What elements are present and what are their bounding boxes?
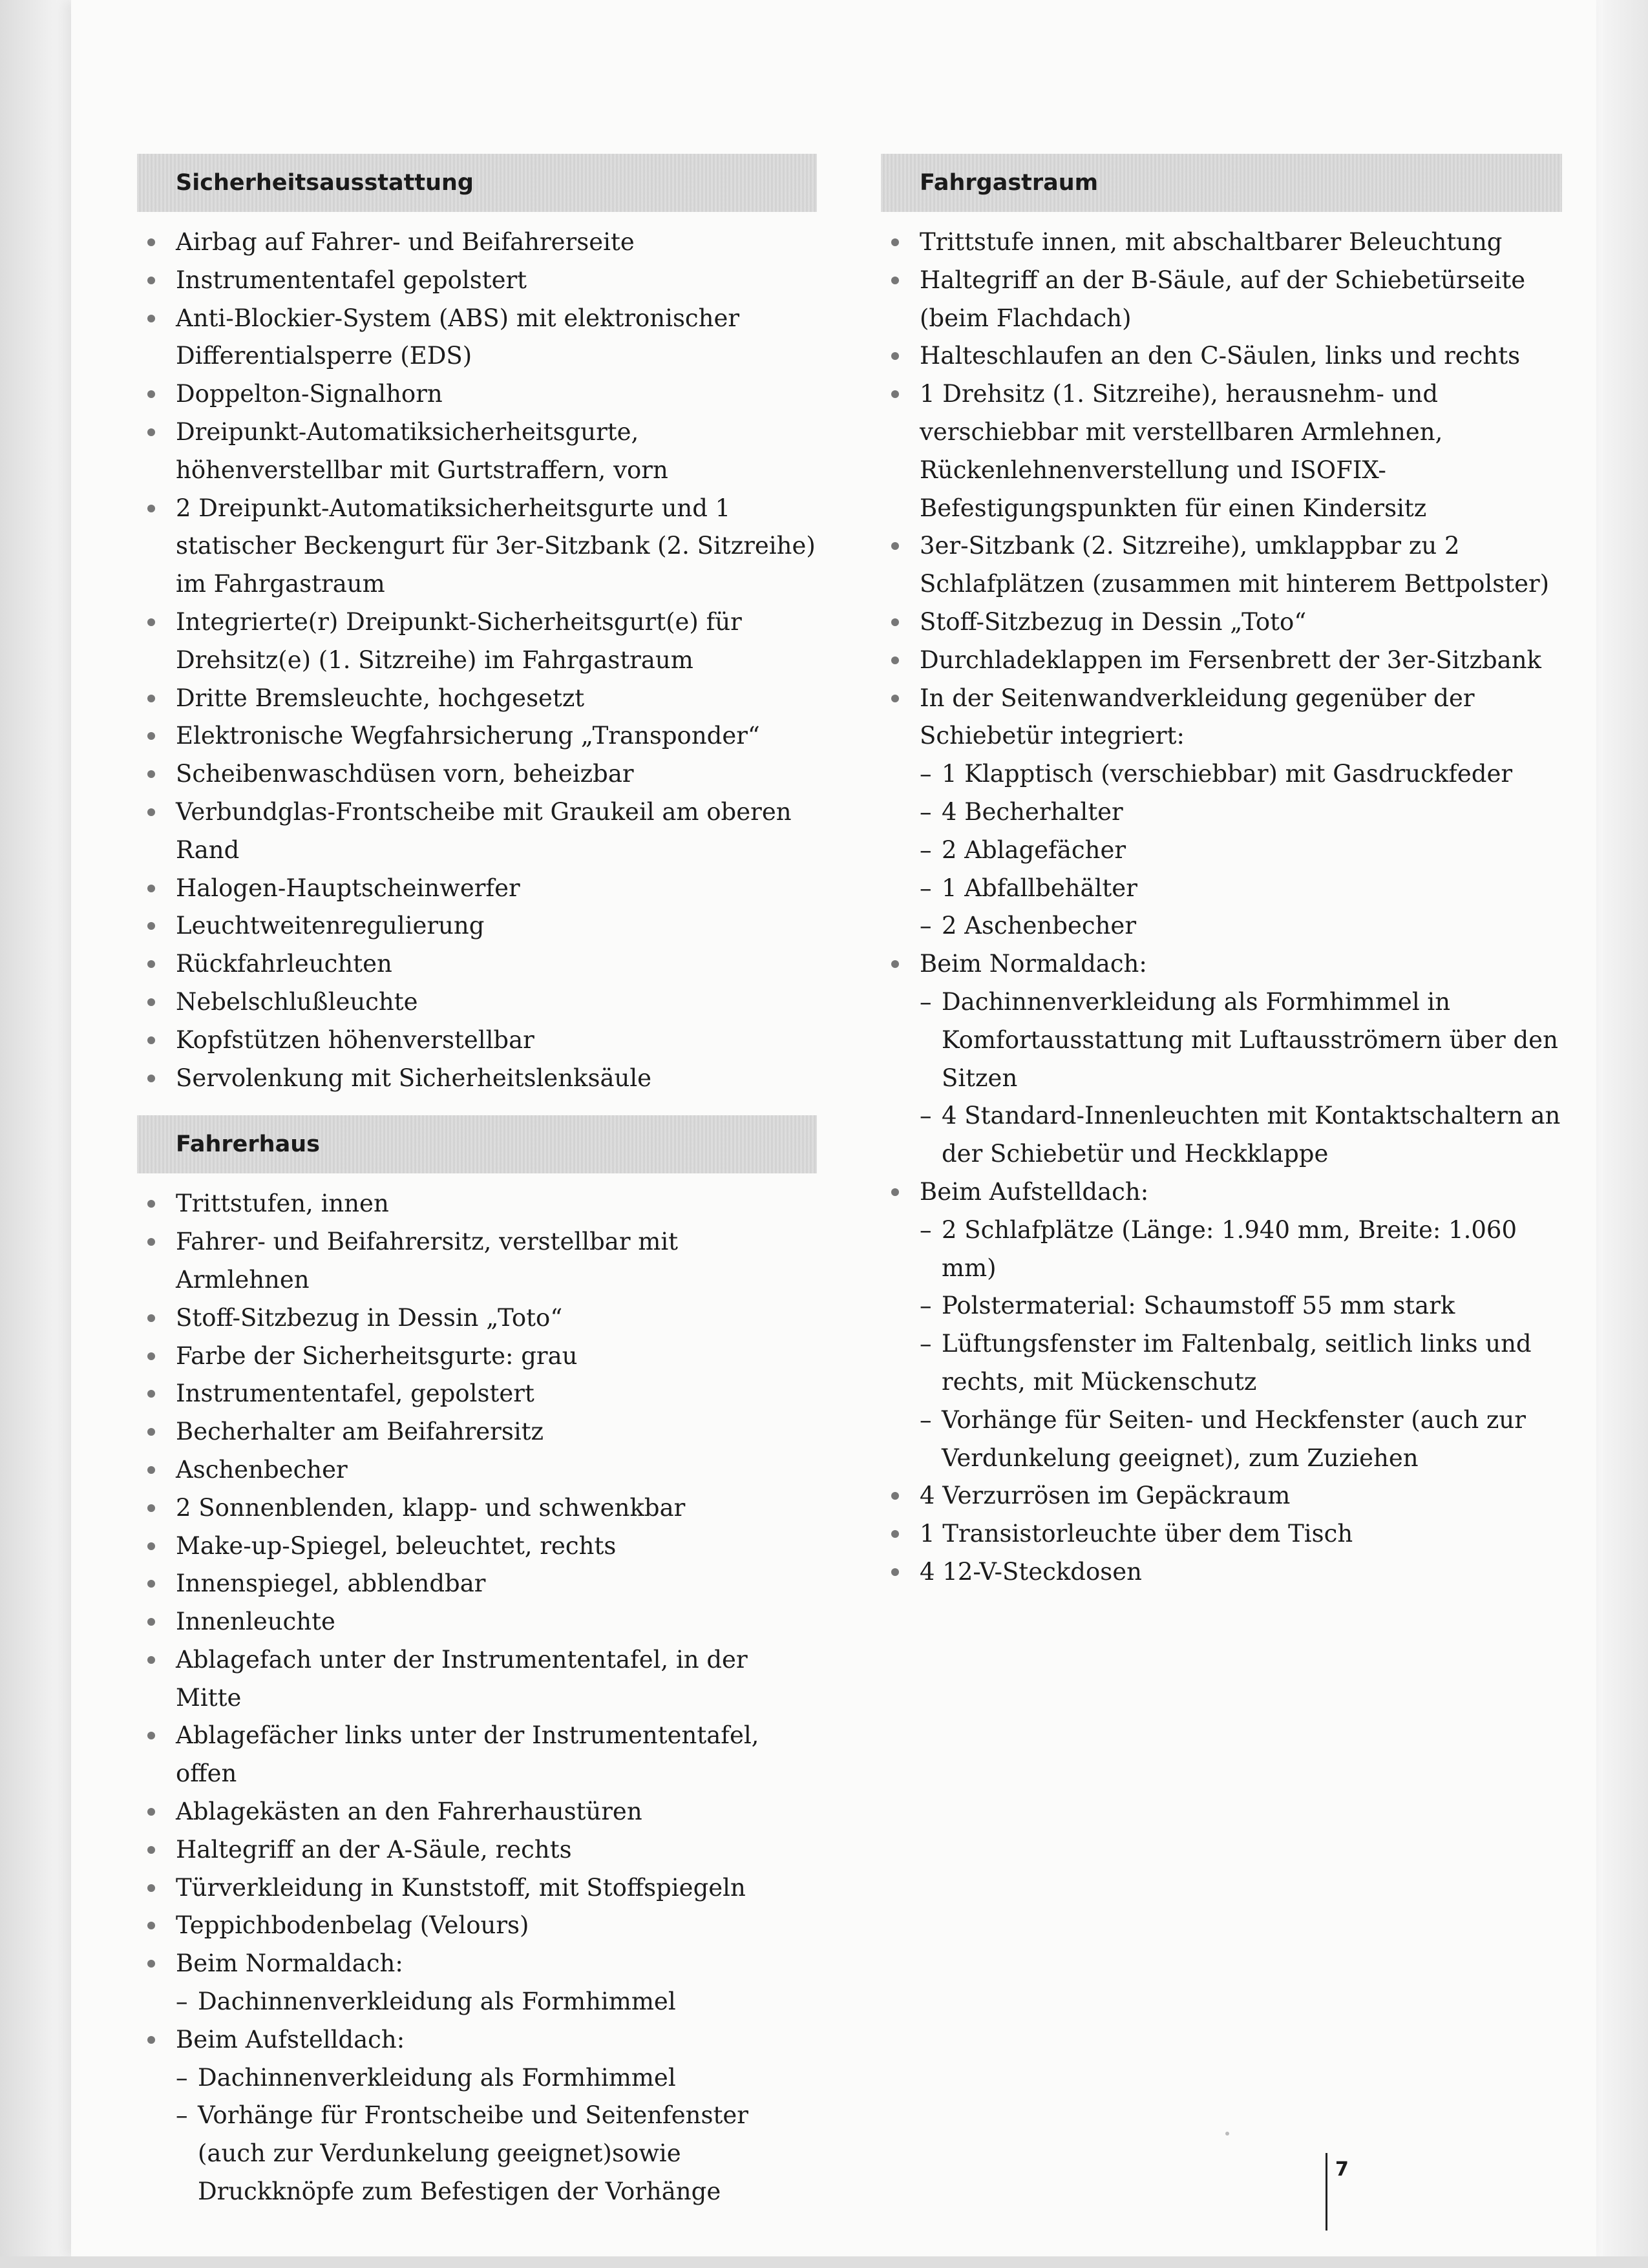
list-item-text: Trittstufe innen, mit abschaltbarer Beleuchtung [920,228,1503,256]
sub-list-item-text: 4 Standard-Innenleuchten mit Kontaktschaltern an der Schiebetür und Heckklappe [942,1102,1561,1168]
binding-shadow [0,0,71,2268]
list-item [137,1223,817,1299]
list-item [137,1185,817,1223]
list-item [881,1173,1562,1477]
list-item [137,1641,817,1717]
bullet-icon [147,1656,155,1664]
bullet-icon [891,1188,899,1196]
sub-list-item-text: 1 Abfallbehälter [942,874,1137,902]
list-item [881,604,1562,642]
list-item-text: Ablagekästen an den Fahrerhaustüren [176,1798,642,1826]
list-item [137,300,817,376]
bullet-icon [891,695,899,702]
sub-list [920,755,1562,945]
bullet-icon [147,1428,155,1436]
bullet-icon [147,732,155,740]
dash-icon: – [920,760,932,788]
sub-list-item-text: Dachinnenverkleidung als Formhimmel [198,1988,676,2016]
list-item-text: Haltegriff an der A-Säule, rechts [176,1835,572,1864]
list-item [881,1515,1562,1553]
bullet-icon [147,1960,155,1968]
dash-icon: – [920,1102,932,1130]
list-item [137,870,817,908]
sub-list-item-text: 1 Klapptisch (verschiebbar) mit Gasdruckfeder [942,760,1513,788]
list-item [137,1717,817,1793]
bullet-icon [147,505,155,512]
dash-icon: – [176,2063,188,2092]
list-item [137,1603,817,1641]
list-item-text: Ablagefächer links unter der Instrumententafel, offen [176,1721,759,1788]
sub-list-item-text: Dachinnenverkleidung als Formhimmel in Komfortausstattung mit Luftausströmern über den Sitzen [942,987,1558,1092]
bullet-icon [147,238,155,246]
sub-list-item-text: Vorhänge für Seiten- und Heckfenster (auch zur Verdunkelung geeignet), zum Zuziehen [942,1405,1526,1472]
list-item-text: Fahrer- und Beifahrersitz, verstellbar mit Armlehnen [176,1228,679,1294]
bullet-icon [147,1846,155,1854]
list-item-text: Teppichbodenbelag (Velours) [176,1911,529,1940]
list-item [137,1869,817,1907]
paper-speck [1225,2132,1229,2136]
bullet-icon [147,1504,155,1512]
list-item-text: Dreipunkt-Automatiksicherheitsgurte, höhenverstellbar mit Gurtstraffern, vorn [176,417,668,484]
list-item [137,680,817,718]
list-item-text: Halteschlaufen an den C-Säulen, links und rechts [920,342,1521,370]
sub-list-item-text: Lüftungsfenster im Faltenbalg, seitlich links und rechts, mit Mückenschutz [942,1330,1532,1396]
list-item-text: Beim Aufstelldach: [176,2025,405,2053]
list-item-text: Scheibenwaschdüsen vorn, beheizbar [176,760,634,788]
list-item-text: Beim Aufstelldach: [920,1177,1149,1206]
bullet-icon [147,1200,155,1208]
list-item [137,262,817,300]
bullet-icon [147,1352,155,1360]
list-item [137,2021,817,2211]
sub-list [176,1983,817,2021]
list-item [137,793,817,870]
dash-icon: – [920,1330,932,1358]
list-item-text: Stoff-Sitzbezug in Dessin „Toto“ [176,1303,563,1332]
dash-icon: – [176,1988,188,2016]
list-item-text: 4 Verzurrösen im Gepäckraum [920,1482,1291,1510]
sub-list-item-text: 2 Schlafplätze (Länge: 1.940 mm, Breite: 1.060 mm) [942,1215,1517,1282]
list-item-text: 1 Drehsitz (1. Sitzreihe), herausnehm- und verschiebbar mit verstellbaren Armlehnen, Rückenlehnenverstellung und ISOFIX-Befestigungspunkten für einen Kindersitz [920,380,1443,522]
page-edge [1603,0,1648,2268]
list-item [881,224,1562,262]
bullet-icon [147,960,155,968]
bullet-icon [147,2036,155,2044]
sub-list-item [920,1097,1562,1173]
bullet-icon [147,998,155,1006]
list-item [137,1489,817,1528]
list-item-text: 2 Dreipunkt-Automatiksicherheitsgurte und 1 statischer Beckengurt für 3er-Sitzbank (2. Sitzreihe) im Fahrgastraum [176,494,816,598]
list-item [881,337,1562,375]
list-item-text: Haltegriff an der B-Säule, auf der Schiebetürseite (beim Flachdach) [920,266,1526,332]
bullet-icon [147,922,155,930]
sub-list-item [920,832,1562,870]
list-item [137,1945,817,2021]
list-item [881,1553,1562,1591]
list-item-text: Elektronische Wegfahrsicherung „Transponder“ [176,722,760,750]
page-number: 7 [1335,2158,1349,2181]
list-item [137,1022,817,1060]
sub-list-item-text: 2 Ablagefächer [942,835,1126,864]
list-item-text: Farbe der Sicherheitsgurte: grau [176,1341,578,1370]
bullet-icon [147,885,155,892]
bullet-icon [147,1732,155,1739]
page-number-rule [1326,2153,1327,2231]
sub-list-item-text: Polstermaterial: Schaumstoff 55 mm stark [942,1292,1455,1320]
list-item-text: 4 12-V-Steckdosen [920,1557,1142,1586]
page-bottom-edge [0,2256,1648,2268]
list-item-text: Integrierte(r) Dreipunkt-Sicherheitsgurt(e) für Drehsitz(e) (1. Sitzreihe) im Fahrgastraum [176,607,742,674]
list-item [881,680,1562,946]
dash-icon: – [920,797,932,826]
list-item-text: Instrumententafel gepolstert [176,266,527,294]
dash-icon: – [920,1405,932,1434]
sub-list-item [920,793,1562,832]
sub-list-item-text: 2 Aschenbecher [942,912,1137,940]
bullet-icon [147,1542,155,1550]
list-item-text: Airbag auf Fahrer- und Beifahrerseite [176,228,635,256]
list-item [137,983,817,1022]
sub-list-item [920,907,1562,945]
list-item-text: Instrumententafel, gepolstert [176,1380,534,1408]
section-header-sicherheitsausstattung: Sicherheitsausstattung [137,154,817,212]
list-item [137,717,817,755]
list-item-text: Innenleuchte [176,1608,335,1636]
sub-list-item [920,870,1562,908]
section-header-fahrgastraum: Fahrgastraum [881,154,1562,212]
list-item-text: Anti-Blockier-System (ABS) mit elektronischer Differentialsperre (EDS) [176,304,740,370]
left-column [137,154,817,2211]
sub-list-item [920,1212,1562,1288]
list-item [881,1477,1562,1515]
section-header-fahrerhaus: Fahrerhaus [137,1115,817,1173]
list-item-text: Türverkleidung in Kunststoff, mit Stoffspiegeln [176,1873,746,1902]
list-item-text: Aschenbecher [176,1455,348,1484]
list-item [137,1060,817,1098]
bullet-icon [147,770,155,778]
bullet-icon [891,1568,899,1576]
bullet-icon [147,1618,155,1626]
list-item [137,945,817,983]
list-item-text: Nebelschlußleuchte [176,987,418,1016]
list-item [137,907,817,945]
bullet-icon [891,1530,899,1538]
list-item [881,945,1562,1173]
sub-list-item [920,1325,1562,1402]
bullet-icon [147,1238,155,1246]
list-item-text: 1 Transistorleuchte über dem Tisch [920,1520,1353,1548]
sicherheit-list [137,224,817,1097]
bullet-icon [891,618,899,626]
list-item-text: Becherhalter am Beifahrersitz [176,1418,544,1446]
bullet-icon [147,1580,155,1588]
bullet-icon [891,390,899,398]
dash-icon: – [920,1292,932,1320]
bullet-icon [147,1922,155,1929]
list-item [881,527,1562,604]
list-item-text: 3er-Sitzbank (2. Sitzreihe), umklappbar zu 2 Schlafplätzen (zusammen mit hinterem Bettpolster) [920,532,1550,598]
list-item [137,1793,817,1831]
list-item-text: Halogen-Hauptscheinwerfer [176,874,520,902]
list-item [137,490,817,604]
bullet-icon [891,960,899,968]
bullet-icon [147,315,155,322]
list-item [137,1451,817,1489]
bullet-icon [147,390,155,398]
bullet-icon [147,277,155,284]
bullet-icon [147,1075,155,1082]
sub-list [176,2059,817,2211]
list-item-text: Rückfahrleuchten [176,950,392,978]
list-item [137,755,817,793]
list-item [137,1907,817,1945]
list-item-text: Innenspiegel, abblendbar [176,1570,486,1598]
list-item-text: Make-up-Spiegel, beleuchtet, rechts [176,1531,617,1560]
list-item-text: Servolenkung mit Sicherheitslenksäule [176,1064,652,1092]
list-item [137,1565,817,1603]
sub-list-item [176,2097,817,2210]
list-item-text: Beim Normaldach: [176,1949,403,1978]
list-item [137,1338,817,1376]
sub-list-item [176,1983,817,2021]
list-item [137,414,817,490]
bullet-icon [147,1884,155,1892]
list-item-text: Beim Normaldach: [920,950,1147,978]
list-item [881,375,1562,527]
fahrerhaus-list [137,1185,817,2211]
bullet-icon [147,1036,155,1044]
list-item [137,1831,817,1869]
sub-list-item [920,755,1562,793]
bullet-icon [147,1314,155,1322]
dash-icon: – [920,874,932,902]
list-item [881,262,1562,338]
sub-list [920,1212,1562,1478]
dash-icon: – [920,1215,932,1244]
dash-icon: – [176,2101,188,2130]
list-item-text: Trittstufen, innen [176,1190,389,1218]
list-item-text: Kopfstützen höhenverstellbar [176,1025,534,1054]
bullet-icon [147,808,155,816]
list-item-text: Doppelton-Signalhorn [176,380,443,408]
list-item-text: Stoff-Sitzbezug in Dessin „Toto“ [920,607,1307,636]
bullet-icon [147,1390,155,1398]
list-item [137,1375,817,1413]
sub-list-item [920,1402,1562,1478]
list-item [881,642,1562,680]
list-item-text: Verbundglas-Frontscheibe mit Graukeil am oberen Rand [176,797,792,864]
bullet-icon [147,695,155,702]
list-item-text: In der Seitenwandverkleidung gegenüber der Schiebetür integriert: [920,684,1475,750]
sub-list [920,983,1562,1173]
sub-list-item-text: 4 Becherhalter [942,797,1123,826]
sub-list-item-text: Dachinnenverkleidung als Formhimmel [198,2063,676,2092]
sub-list-item [920,1287,1562,1325]
dash-icon: – [920,987,932,1016]
list-item-text: 2 Sonnenblenden, klapp- und schwenkbar [176,1493,686,1522]
list-item-text: Durchladeklappen im Fersenbrett der 3er-Sitzbank [920,646,1541,674]
list-item [137,224,817,262]
sub-list-item [920,983,1562,1097]
bullet-icon [147,428,155,436]
bullet-icon [147,1808,155,1816]
bullet-icon [147,1466,155,1474]
bullet-icon [891,277,899,284]
fahrgastraum-list [881,224,1562,1591]
bullet-icon [891,1492,899,1500]
list-item [137,1413,817,1451]
dash-icon: – [920,835,932,864]
list-item [137,1299,817,1338]
list-item [137,375,817,414]
sub-list-item-text: Vorhänge für Frontscheibe und Seitenfenster (auch zur Verdunkelung geeignet)sowie Druckknöpfe zum Befestigen der Vorhänge [198,2101,748,2206]
bullet-icon [891,542,899,550]
list-item [137,604,817,680]
list-item-text: Dritte Bremsleuchte, hochgesetzt [176,684,585,712]
list-item-text: Ablagefach unter der Instrumententafel, in der Mitte [176,1645,748,1712]
right-column [881,154,1562,1591]
bullet-icon [147,618,155,626]
bullet-icon [891,238,899,246]
list-item [137,1528,817,1566]
dash-icon: – [920,912,932,940]
bullet-icon [891,656,899,664]
bullet-icon [891,352,899,360]
sub-list-item [176,2059,817,2097]
list-item-text: Leuchtweitenregulierung [176,912,485,940]
